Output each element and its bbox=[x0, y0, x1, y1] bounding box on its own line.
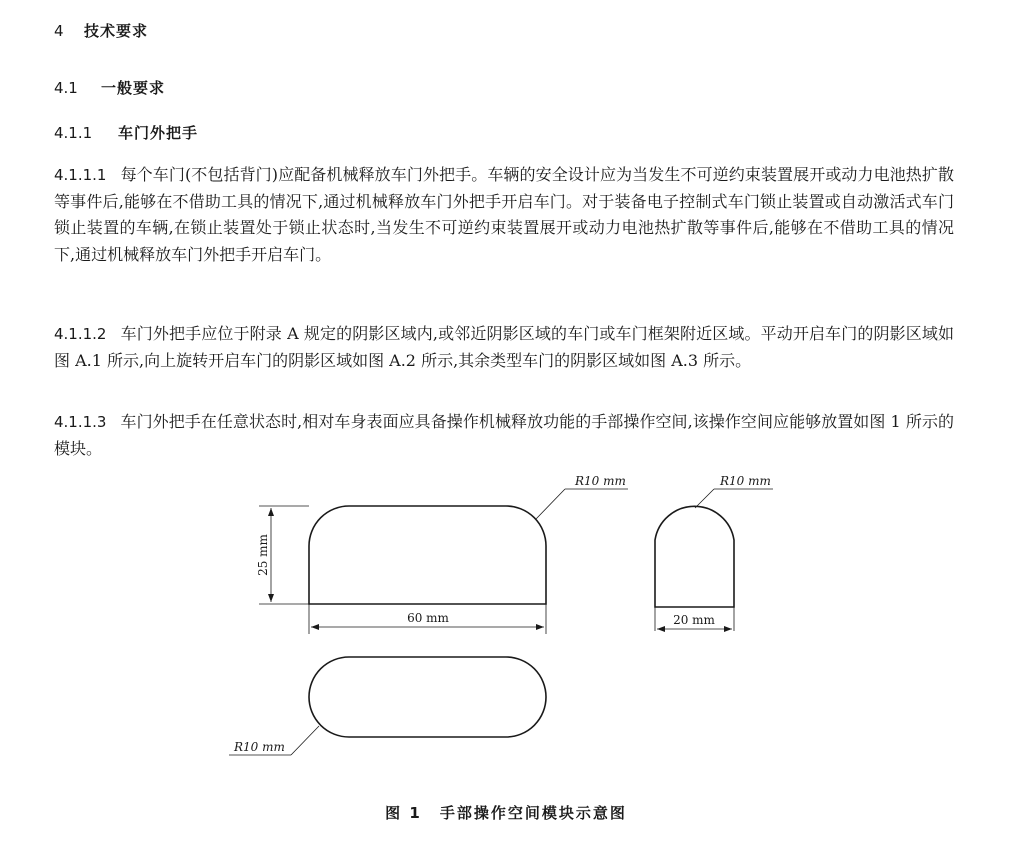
section-title: 车门外把手 bbox=[118, 124, 199, 142]
figure-caption bbox=[0, 802, 1012, 823]
paragraph-number: 4.1.1.3 bbox=[54, 413, 107, 431]
block-large-shape bbox=[309, 506, 546, 604]
caption-number: 图 1 bbox=[385, 804, 422, 822]
paragraph-text: 每个车门(不包括背门)应配备机械释放车门外把手。车辆的安全设计应为当发生不可逆约束装置展开或动力电池热扩散等事件后,能够在不借助工具的情况下,通过机械释放车门外把手开启车门。对于装备电子控制式车门锁止装置或自动激活式车门锁止装置的车辆,在锁止装置处于锁止状态时,当发生不可逆约束装置展开或动力电池热扩散等事件后,能够在不借助工具的情况下,通过机械释放车门外把手开启车门。 bbox=[54, 165, 954, 264]
paragraph-number: 4.1.1.2 bbox=[54, 325, 107, 343]
label-radius-2: R10 mm bbox=[720, 474, 771, 488]
block-stadium-shape bbox=[309, 657, 546, 737]
block-small-shape bbox=[655, 506, 734, 607]
leader-radius-3 bbox=[291, 726, 319, 755]
paragraph-number: 4.1.1.1 bbox=[54, 166, 107, 184]
label-radius-3: R10 mm bbox=[234, 740, 285, 754]
section-number: 4 bbox=[54, 22, 64, 40]
section-title: 一般要求 bbox=[101, 79, 166, 97]
label-height: 25 mm bbox=[256, 534, 270, 576]
paragraph-text: 车门外把手应位于附录 A 规定的阴影区域内,或邻近阴影区域的车门或车门框架附近区域。平动开启车门的阴影区域如图 A.1 所示,向上旋转开启车门的阴影区域如图 A.2 所示,其余类型车门的阴影区域如图 A.3 所示。 bbox=[54, 324, 954, 370]
section-number: 4.1 bbox=[54, 79, 78, 97]
leader-radius-2 bbox=[695, 489, 714, 508]
leader-radius-1 bbox=[536, 489, 565, 519]
caption-title: 手部操作空间模块示意图 bbox=[439, 804, 627, 822]
label-width-small: 20 mm bbox=[673, 613, 715, 627]
section-number: 4.1.1 bbox=[54, 124, 93, 142]
paragraph-text: 车门外把手在任意状态时,相对车身表面应具备操作机械释放功能的手部操作空间,该操作空间应能够放置如图 1 所示的模块。 bbox=[54, 412, 954, 458]
section-title: 技术要求 bbox=[84, 22, 149, 40]
label-radius-1: R10 mm bbox=[575, 474, 626, 488]
label-width: 60 mm bbox=[407, 611, 449, 625]
